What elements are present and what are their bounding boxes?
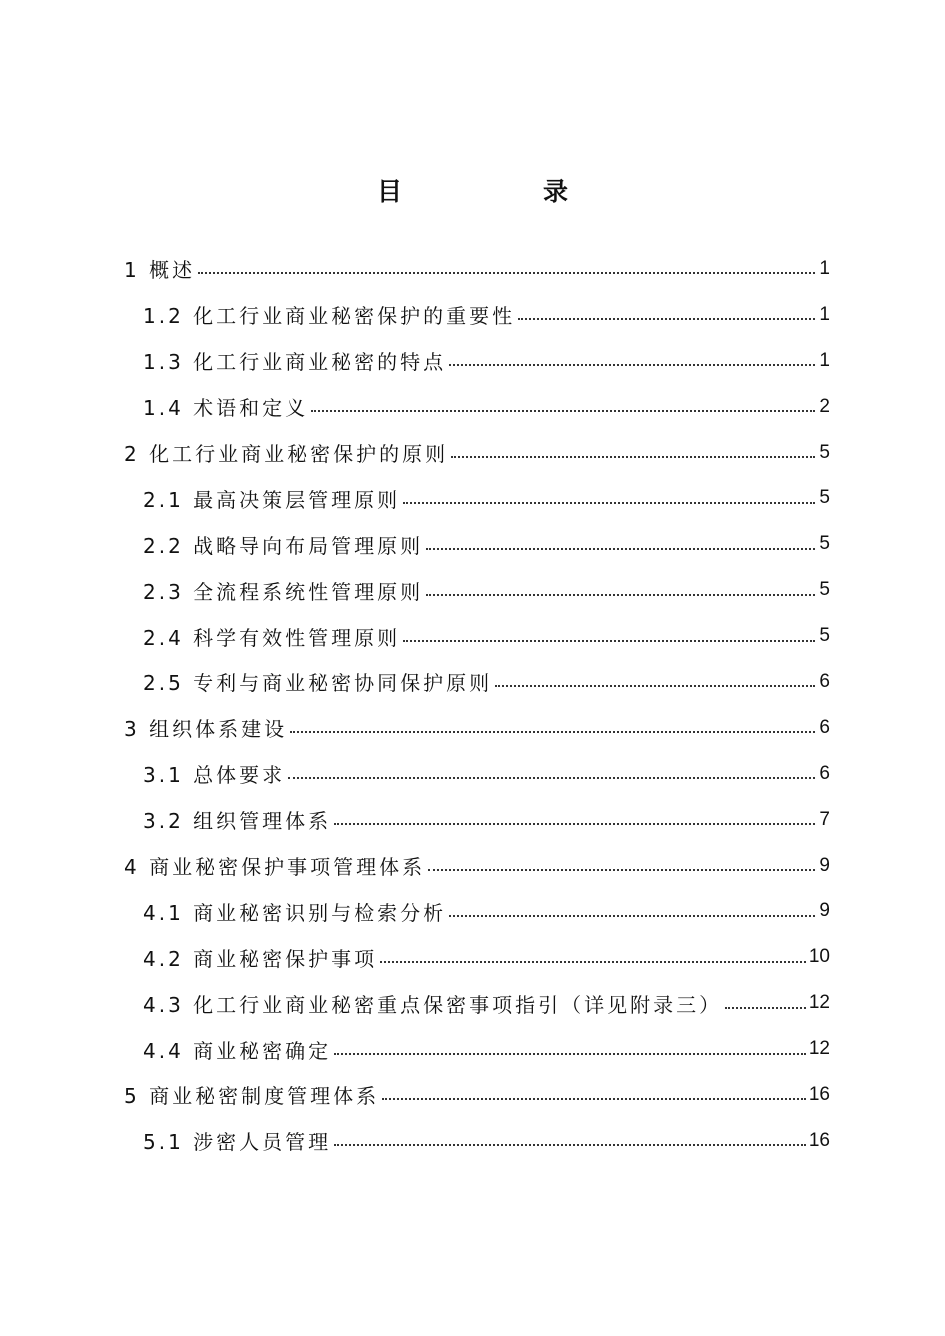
dot-leader — [311, 410, 815, 412]
dot-leader — [426, 594, 815, 596]
toc-page-number: 16 — [808, 1083, 830, 1105]
toc-entry[interactable] — [124, 659, 830, 705]
toc-entry-text: 3.1 总体要求 — [143, 763, 286, 788]
toc-entry-text: 5.1 涉密人员管理 — [143, 1130, 332, 1155]
toc-entry[interactable] — [124, 797, 830, 843]
toc-entry-text: 3.2 组织管理体系 — [143, 809, 332, 834]
toc-entry[interactable] — [124, 430, 830, 476]
toc-page-number: 6 — [819, 716, 830, 738]
toc-entry[interactable] — [124, 384, 830, 430]
toc-entry[interactable] — [124, 934, 830, 980]
toc-entry[interactable] — [124, 292, 830, 338]
toc-entry[interactable] — [124, 1072, 830, 1118]
toc-entry-text: 3 组织体系建设 — [124, 717, 288, 742]
toc-entry-text: 4.3 化工行业商业秘密重点保密事项指引（详见附录三） — [143, 992, 723, 1017]
toc-entry-text: 2.2 战略导向布局管理原则 — [143, 533, 424, 558]
toc-page-number: 2 — [819, 395, 830, 417]
toc-title: 目 录 — [376, 177, 626, 206]
dot-leader — [426, 548, 815, 550]
toc-entry-text: 4 商业秘密保护事项管理体系 — [124, 855, 426, 880]
toc-entry[interactable] — [124, 475, 830, 521]
toc-page-number: 5 — [819, 579, 830, 601]
dot-leader — [380, 961, 806, 963]
toc-entry[interactable] — [124, 567, 830, 613]
toc-entry-text: 2.4 科学有效性管理原则 — [143, 625, 401, 650]
toc-entry-text: 4.2 商业秘密保护事项 — [143, 946, 378, 971]
toc-page-number: 6 — [819, 670, 830, 692]
toc-entry[interactable] — [124, 843, 830, 889]
table-of-contents — [124, 246, 830, 1164]
toc-page-number: 5 — [819, 441, 830, 463]
toc-page-number: 9 — [819, 900, 830, 922]
toc-entry-text: 2.5 专利与商业秘密协同保护原则 — [143, 671, 493, 696]
toc-entry[interactable] — [124, 705, 830, 751]
dot-leader — [403, 640, 815, 642]
toc-page-number: 7 — [819, 808, 830, 830]
toc-entry-text: 2.1 最高决策层管理原则 — [143, 487, 401, 512]
toc-entry[interactable] — [124, 980, 830, 1026]
dot-leader — [334, 1144, 806, 1146]
dot-leader — [334, 823, 815, 825]
toc-entry-text: 4.1 商业秘密识别与检索分析 — [143, 900, 447, 925]
toc-entry-text: 2 化工行业商业秘密保护的原则 — [124, 442, 449, 466]
toc-entry[interactable] — [124, 888, 830, 934]
toc-page-number: 1 — [819, 257, 830, 279]
dot-leader — [495, 685, 815, 687]
toc-page-number: 10 — [808, 946, 830, 968]
toc-page-number: 5 — [819, 625, 830, 647]
dot-leader — [451, 456, 815, 458]
dot-leader — [428, 869, 815, 871]
toc-entry-text: 4.4 商业秘密确定 — [143, 1038, 332, 1063]
dot-leader — [288, 777, 815, 779]
dot-leader — [449, 915, 815, 917]
toc-entry[interactable] — [124, 1118, 830, 1164]
toc-entry[interactable] — [124, 521, 830, 567]
dot-leader — [334, 1053, 806, 1055]
toc-entry-text: 2.3 全流程系统性管理原则 — [143, 579, 424, 604]
toc-page-number: 1 — [819, 303, 830, 325]
toc-entry[interactable] — [124, 613, 830, 659]
toc-entry-text: 1.3 化工行业商业秘密的特点 — [143, 350, 447, 375]
toc-entry-text: 1 概述 — [124, 258, 196, 283]
toc-entry[interactable] — [124, 246, 830, 292]
toc-page-number: 1 — [819, 349, 830, 371]
dot-leader — [382, 1098, 806, 1100]
toc-page-number: 9 — [819, 854, 830, 876]
toc-entry[interactable] — [124, 1026, 830, 1072]
toc-page-number: 12 — [808, 992, 830, 1014]
dot-leader — [290, 731, 815, 733]
dot-leader — [198, 272, 815, 274]
toc-entry-text: 1.4 术语和定义 — [143, 396, 309, 421]
dot-leader — [449, 364, 815, 366]
toc-page-number: 16 — [808, 1129, 830, 1151]
toc-page-number: 5 — [819, 487, 830, 509]
toc-entry-text: 5 商业秘密制度管理体系 — [124, 1084, 380, 1109]
toc-entry[interactable] — [124, 338, 830, 384]
toc-entry-text: 1.2 化工行业商业秘密保护的重要性 — [143, 304, 516, 329]
toc-page-number: 5 — [819, 533, 830, 555]
dot-leader — [403, 502, 815, 504]
toc-page-number: 12 — [808, 1038, 830, 1060]
dot-leader — [725, 1007, 806, 1009]
toc-entry[interactable] — [124, 751, 830, 797]
dot-leader — [518, 318, 815, 320]
toc-page-number: 6 — [819, 762, 830, 784]
